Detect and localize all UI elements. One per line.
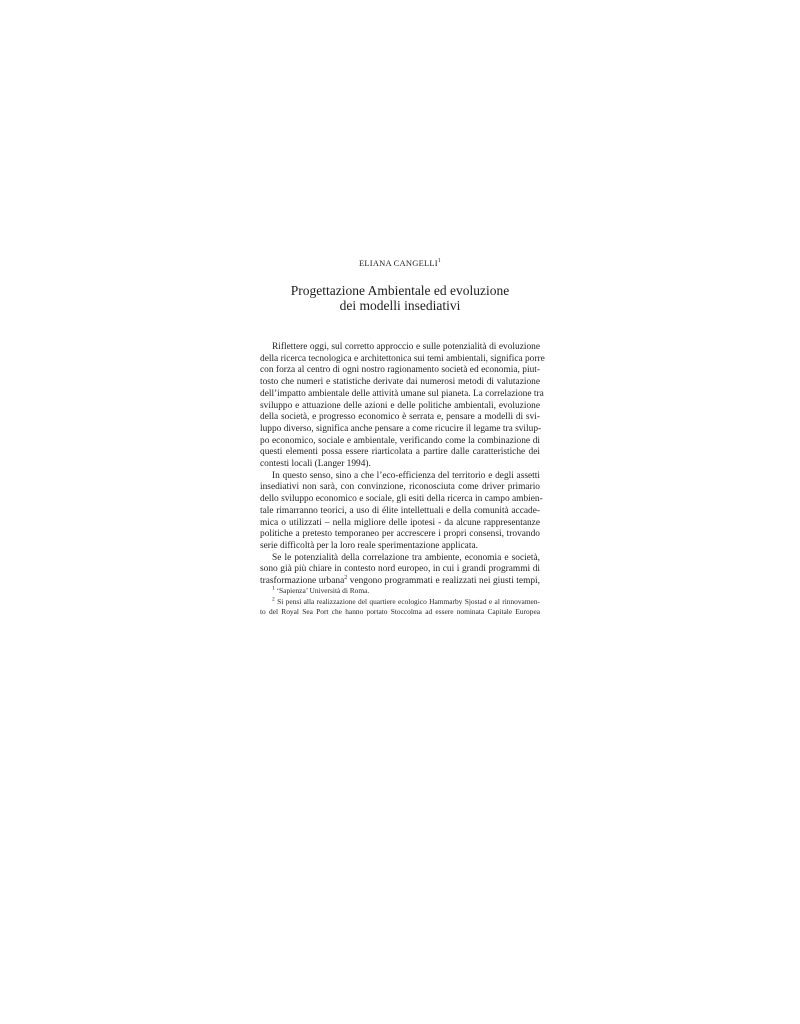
footnotes [260, 586, 540, 618]
footnote-ref: 2 [344, 574, 348, 581]
author-label: ELIANA CANGELLI [359, 258, 438, 268]
footnote-2-ref: 2 [272, 596, 275, 603]
text-line: In questo senso, sino a che l’eco-efficienza del territorio e degli assetti [272, 470, 540, 481]
text-line: po economico, sociale e ambientale, verificando come la combinazione di [260, 435, 540, 446]
text-line: tale rimarranno teorici, a uso di élite intellettuali e della comunità accade- [260, 505, 540, 516]
text-fragment: trasformazione urbana [260, 576, 345, 587]
paragraph-1 [260, 342, 545, 471]
text-line: Se le potenzialità della correlazione tra ambiente, economia e società, [272, 552, 540, 563]
text-line: serie difficoltà per la loro reale sperimentazione applicata. [260, 540, 478, 551]
text-fragment: vengono programmati e realizzati nei giusti tempi, [347, 576, 541, 587]
text-line: luppo diverso, significa anche pensare a come ricucire il legame tra svilup- [260, 423, 542, 434]
text-line: dell’impatto ambientale delle attività umane sul pianeta. La correlazione tra [260, 388, 544, 399]
article-title [0, 283, 800, 313]
text-line: tosto che numeri e statistiche derivate dai numerosi metodi di valutazione [260, 377, 540, 388]
footnote-2-continued: to del Royal Sea Port che hanno portato Stoccolma ad essere nominata Capitale Europea [260, 607, 540, 617]
footnote-2 [260, 597, 540, 608]
text-line: con forza al centro di ogni nostro ragionamento società ed economia, piut- [260, 365, 540, 376]
footnote-1-text: ‘Sapienza’ Università di Roma. [274, 586, 370, 595]
text-line: sono già più chiare in contesto nord europeo, in cui i grandi programmi di [260, 564, 540, 575]
author-name [0, 258, 800, 268]
text-line: contesti locali (Langer 1994). [260, 459, 371, 470]
text-line: questi elementi possa essere riarticolata a partire dalle caratteristiche dei [260, 447, 540, 458]
paragraph-2 [260, 470, 543, 553]
text-line: mica o utilizzati – nella migliore delle ipotesi - da alcune rappresentanze [260, 517, 540, 528]
text-line: della società, e progresso economico è serrata e, pensare a modelli di svi- [260, 412, 540, 423]
paragraph-3 [260, 553, 540, 588]
title-line-1: Progettazione Ambientale ed evoluzione [290, 283, 510, 298]
footnote-2-text: Si pensi alla realizzazione del quartiere ecologico Hammarby Sjostad e al rinnovamen- [274, 596, 540, 606]
footnote-1-ref: 1 [272, 585, 275, 592]
footnote-1 [260, 586, 540, 597]
author-footnote-ref: 1 [437, 258, 441, 265]
text-line: della ricerca tecnologica e architettonica sui temi ambientali, significa porre [260, 353, 545, 364]
text-line: Riflettere oggi, sul corretto approccio e sulle potenzialità di evoluzione [272, 342, 540, 352]
article-body [260, 342, 545, 588]
title-line-2: dei modelli insediativi [339, 298, 461, 313]
text-line: dello sviluppo economico e sociale, gli esiti della ricerca in campo ambien- [260, 494, 543, 505]
text-line: sviluppo e attuazione delle azioni e delle politiche ambientali, evoluzione [260, 400, 540, 411]
text-line: insediativi non sarà, con convinzione, riconosciuta come driver primario [260, 482, 540, 493]
text-line: politiche a pretesto temporaneo per accrescere i propri consensi, trovando [260, 529, 540, 540]
